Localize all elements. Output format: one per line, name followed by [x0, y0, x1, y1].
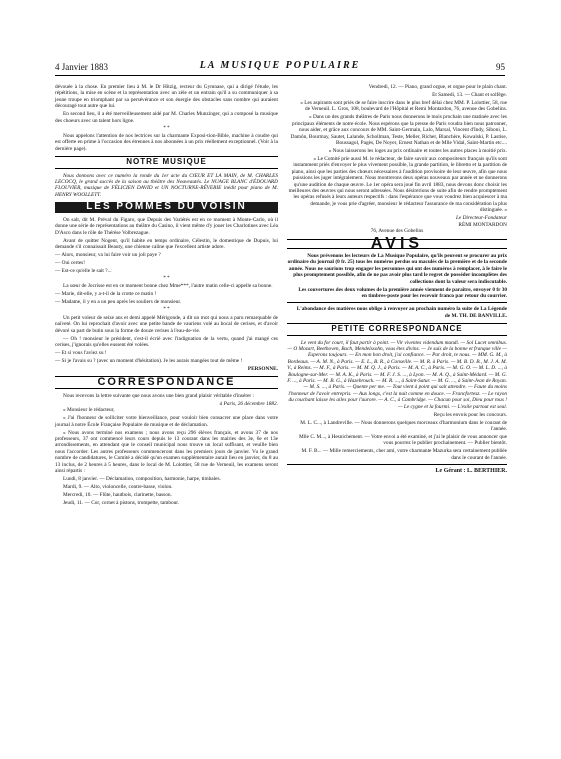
schedule-line: Mercredi, 10. — Flûte, hautbois, clarinette, basson. [63, 492, 172, 498]
section-title-correspondance: CORRESPONDANCE [55, 376, 278, 388]
schedule-line: Lundi, 8 janvier. — Déclamation, composition, harmonie, harpe, timbales. [63, 476, 221, 482]
section-title-petite-correspondance: PETITE CORRESPONDANCE [287, 323, 507, 335]
anecdote-line: — Alors, monsieur, va lui faire voir un joli paye ? [55, 251, 161, 258]
right-column [287, 84, 507, 475]
letter-paragraph: « Dans un des grands théâtres de Paris nous donnerons le mois prochain une matinée avec les principaux éléments de notre école. Nous espérons que la presse de Paris voudra bien nous patronner, nous aider, et grâce aux concours de MM. Saint-Germain, Lalo, Marsal, Vincent d'Indy, Siboni, L. Damôn, Bourmay, Sautet, Lalande, Schollman, Teste, Meller, Richer, Blanchère, Kowalski, P. Lastise, Boussagol, Pagès, De Noyer, Ernest Nathan et de Mlle Vidal, Saint-Martin etc.... [290, 114, 507, 147]
letter-paragraph: « Le Comité prie aussi M. le rédacteur, de faire savoir aux compositeurs français qu'ils sont instamment priés d'envoyer le plus vivement possible, la grande partition, le libretto et la partition de piano, ainsi que les parties des chœurs nécessaires à l'audition provisoire de leur œuvre, afin que nous puissions les juger intégralement. Nous montrerons deux opéras nouveaux par année et ne donnerons qu'une audition de chaque œuvre. Le 1er opéra sera joué fin avril 1883, nous devons donc choisir les meilleures des œuvres qui nous seront adressées. Nous désirerions de suite afin de rendre promptement les opéras refusés à leurs auteurs respectifs : dans l'espérance que vous voudrez bien acquiescer à ma demande, je vous prie d'agréer, monsieur le rédacteur l'assurance de ma considération la plus distinguée. » [288, 156, 507, 214]
schedule-line: Mardi, 9. — Alto, violoncelle, contre-basse, violon. [63, 484, 173, 490]
page-header [55, 60, 505, 76]
anecdote-signature: PERSONNE. [247, 365, 278, 372]
issue-date: 4 Janvier 1883 [55, 62, 108, 72]
notice-paragraph: Nous prévenons les lecteurs de La Musique Populaire, qu'ils peuvent se procurer au prix ordinaire du journal (0 fr. 25) tous les numéros perdus ou maculés de la première et de la seconde année. Nous ne saurions trop engager les personnes qui ont des numéros à remplacer, à le faire le plus promptement possible, afin de ne pas avoir plus tard le regret de posséder incomplètes des collections dont la valeur sera indiscutable. [287, 252, 507, 285]
left-column [55, 84, 278, 508]
header-rule [55, 75, 505, 76]
notice-paragraph: Les couvertures des deux volumes de la première année viennent de paraître, envoyer 0 fr 30 en timbres-poste pour les recevoir franco par retour du courrier. [298, 286, 507, 299]
anecdote-line: — Marie, dit-elle, y a-t-il de la crotte ce matin ! [55, 291, 157, 298]
short-reply: Reçu les envois pour les concours. [433, 411, 507, 418]
anecdote-line: — Est-ce qu'elle le sait ?... [55, 267, 112, 274]
notice-paragraph: Nous appelons l'attention de nos lectrices sur la charmante Exposi-tion-Bible, machine à coudre qui est offerte en prime à l'occasion des étrennes à nos abonnées à un prix réellement exceptionnel. (Voir à la dernière page). [55, 133, 278, 152]
anecdote-paragraph: La sœur de Jocrisse est en ce moment bonne chez Mme***, l'autre matin celle-ci appelle sa bonne. [63, 283, 273, 290]
divider [287, 302, 507, 303]
section-title-notre-musique: NOTRE MUSIQUE [55, 156, 278, 168]
short-reply: Mlle C. M..., à Hesnichement. — Votre envoi a été examiné, et j'ai le plaisir de vous annoncer que vous pourrez le publier prochainement. — Publier bientôt. [298, 434, 507, 447]
intro-paragraph: En second lieu, il a été merveilleusement aidé par M. Charles Munzinger, qui a composé la musique des choeurs avec un talent hors ligne. [55, 111, 278, 124]
section-separator: * * [163, 275, 170, 281]
signer-role: Le Directeur-Fondateur [455, 215, 507, 222]
letter-paragraph: « Nous laisserons les loges au prix ordinaire et toutes les autres places à moitié prix. [328, 148, 507, 155]
schedule-line: Vendredi, 12. — Piano, grand orgue, et orgue pour le plain chant. [368, 84, 507, 90]
anecdote-line: — Oh ! monsieur le président, s'est-il écrié avec l'indignation de la vertu, quand j'ai mangé ces cerises, j'ignorais qu'elles eussent été volées. [55, 335, 278, 348]
gerant-signature: Le Gérant : L. BERTHIER. [435, 468, 507, 475]
anecdote-paragraph: On salt, dit M. Préval du Figaro, que Depuis des Variétés est en ce moment à Monte-Carlo, où il donne une série de représentations au théâtre du Casino, il vient même d'y jouer les Charlotines avec Léa D'Asco dans le rôle de Thérèse Volbrezague. [55, 216, 278, 236]
letter-paragraph: « Nous avons terminé nos examens ; nous avons reçu 296 élèves français, et avons 37 de nos professeurs, 37 ont commencé leurs cours depuis le 13 courant dans les mairies des 3e, 6e et 13e arrondissements, en attendant que le conseil municipal nous trouve un local suffisant, et veuille bien nous l'accorder. Les autres professeurs commenceront dans les premiers jours de janvier. Vu le grand nombre de candidatures, le Comité a décidé qu'un examen supplémentaire aurait lieu en janvier, du 8 au 13 inclus, de 2 heures à 5 heures, dans le local de M. Lolottier, 58 rue de Verneuil, les examens seront ainsi répartis : [55, 429, 278, 474]
intro-paragraph: dévouée à la chose. En premier lieu à M. le Dr Hitzig, recteur du Gymnase, qui a dirigé l'étude, les répétitions, la mise en scène et la représentation avec un zèle et un entrain qu'il a su communiquer à sa jeune troupe en triomphant par sa persévérance et son énergie des obstacles sans nombre qui auraient découragé tout autre que lui. [55, 84, 278, 110]
letter-intro: Nous recevons la lettre suivante que nous avons une bien grand plaisir véritable d'insérer : [63, 392, 254, 399]
anecdote-paragraph: Un petit voleur de seize ans et demi appelé Mérigonde, a dit un mot qui nous a paru remarquable de naïveté. On lui reprochait d'avoir avec une petite bande de vauriens volé au bocal de cerises, et d'avoir dévoré sa part de butin sous la forme de douze cerises à l'eau-de-vie. [55, 314, 278, 334]
schedule-line: Jeudi, 11. — Cor, cornet à pistons, trompette, tambour. [63, 500, 180, 506]
anecdote-line: — Et si vous l'aviez su ! [55, 349, 107, 356]
anecdote-line: — Si je l'avais su ? (avec un moment d'hésitation). Je les aurais mangées tout de même ! [55, 357, 243, 364]
journal-title: LA MUSIQUE POPULAIRE [199, 60, 361, 71]
signer-address: 76, Avenue des Gobelins [370, 228, 424, 235]
short-reply: M. L. C..., à Landreville. — Nous donnerons quelques morceaux d'harmonium dans le courant de l'année. [300, 419, 507, 433]
music-announcement: Nous donnons avec ce numéro la ronde du 1er acte du CŒUR ET LA MAIN, de M. CHARLES LECOCQ, le grand succès de la saison au théâtre des Nouveautés. Le NUAGE BLANC d'ÉDOUARD FLOUVIER, musique de FÉLICIEN DAVID et UN NOCTURNE-RÊVERIE inédit pour piano de M. HENRY WOOLLETT. [55, 172, 278, 198]
section-title-avis: AVIS [287, 239, 507, 249]
letter-place-date: à Paris, 26 décembre 1882. [219, 400, 278, 407]
page-number: 95 [496, 62, 505, 72]
signer-name: RÉMI MONTARDON [458, 221, 507, 228]
letter-salutation: « Monsieur le rédacteur, [63, 407, 115, 414]
anecdote-line: — Oui certes! [55, 259, 86, 266]
section-separator: * * [163, 125, 170, 131]
letter-paragraph: « Les aspirants sont priés de se faire inscrire dans le plus bref délai chez MM. P. Lolottier, 58, rue de Verneuil. L. Gros, 108, boulevard de l'Hôpital et Remi Montardon, 76, avenue des Gobelins. [300, 100, 507, 113]
short-replies: Le vent du for court, il faut partir à point. — Vir viventes videndum mundi. — Sol Lucet omnibus. — O Mozart, Beethoven, Bach, Mendelssohn, vous êtes divins. — Je suis de la bonne et franque ville — Esperons toujours. — En mon bon droit, j'ai confiance. — Par droit, te nous. — MM. G. M., à Bordeaux. — A. M. N., à Paris. — E. L., B. R., à Conseille. — M. R. à Paris. — M. B. D. B., M. J. A. M. V., à Reims. — M. F., à Paris. — M. M. Q. J., à Paris. — M. A. C., à Paris. — M. G. O. — M. L. D. ..., à Boulogne-sur-Mer. — M. A. K., à Paris. — M. F. J. S. ..., à Lyon. — M. A. Q., à Saint-Médard. — M. G. F. ..., à Paris. — M. B. G., à Hazebrouck. — M. R. ..., à Saint-Satur. — M. G. ..., à Saint-Jean de Royan. — M. S. ..., à Paris. — Quente per me. — Tout vient à point qui sait attendre. — Faute du moins l'honneur de l'avoir entrepris. — Aux longs, c'est la nuit comme en douce. — Francfortesz. — Le rayon du couchant laisse les ailes pour l'aurore. — A. C., à Cambridge. — Chacun pour soi, Dieu pour tous ! — Le cygne et la fourmi. — L'exile partout est seul. [287, 339, 507, 410]
short-reply: M. F. B... — Mille remerciements, cher ami, votre charmante Mazurka sera certainement publiée dans le courant de l'année. [301, 448, 507, 461]
divider [287, 464, 507, 465]
deferral-notice: L'abondance des matières nous oblige à renvoyer au prochain numéro la suite de La Légende de M. TH. DE BANVILLE. [296, 306, 507, 319]
letter-paragraph: « J'ai l'honneur de solliciter votre bienveillance, pour vouloir bien consacrer une place dans votre journal à notre École Française Populaire de musique et de déclamation. [55, 415, 278, 428]
schedule-line: Et Samedi, 13. — Chant et solfège. [432, 92, 507, 98]
anecdote-paragraph: Avant de quitter Nogent, qu'il habite en temps ordinaire, Célestin, le domestique de Dupuis, lui demande s'il connaissait Beauty, une chienne caline que l'excellent artiste adore. [55, 237, 278, 250]
section-separator: * * [163, 307, 170, 313]
section-title-pommes: LES POMMES DU VOISIN [55, 202, 278, 212]
anecdote-line: — Madame, il y en a un peu après les souliers de monsieur. [55, 299, 182, 306]
